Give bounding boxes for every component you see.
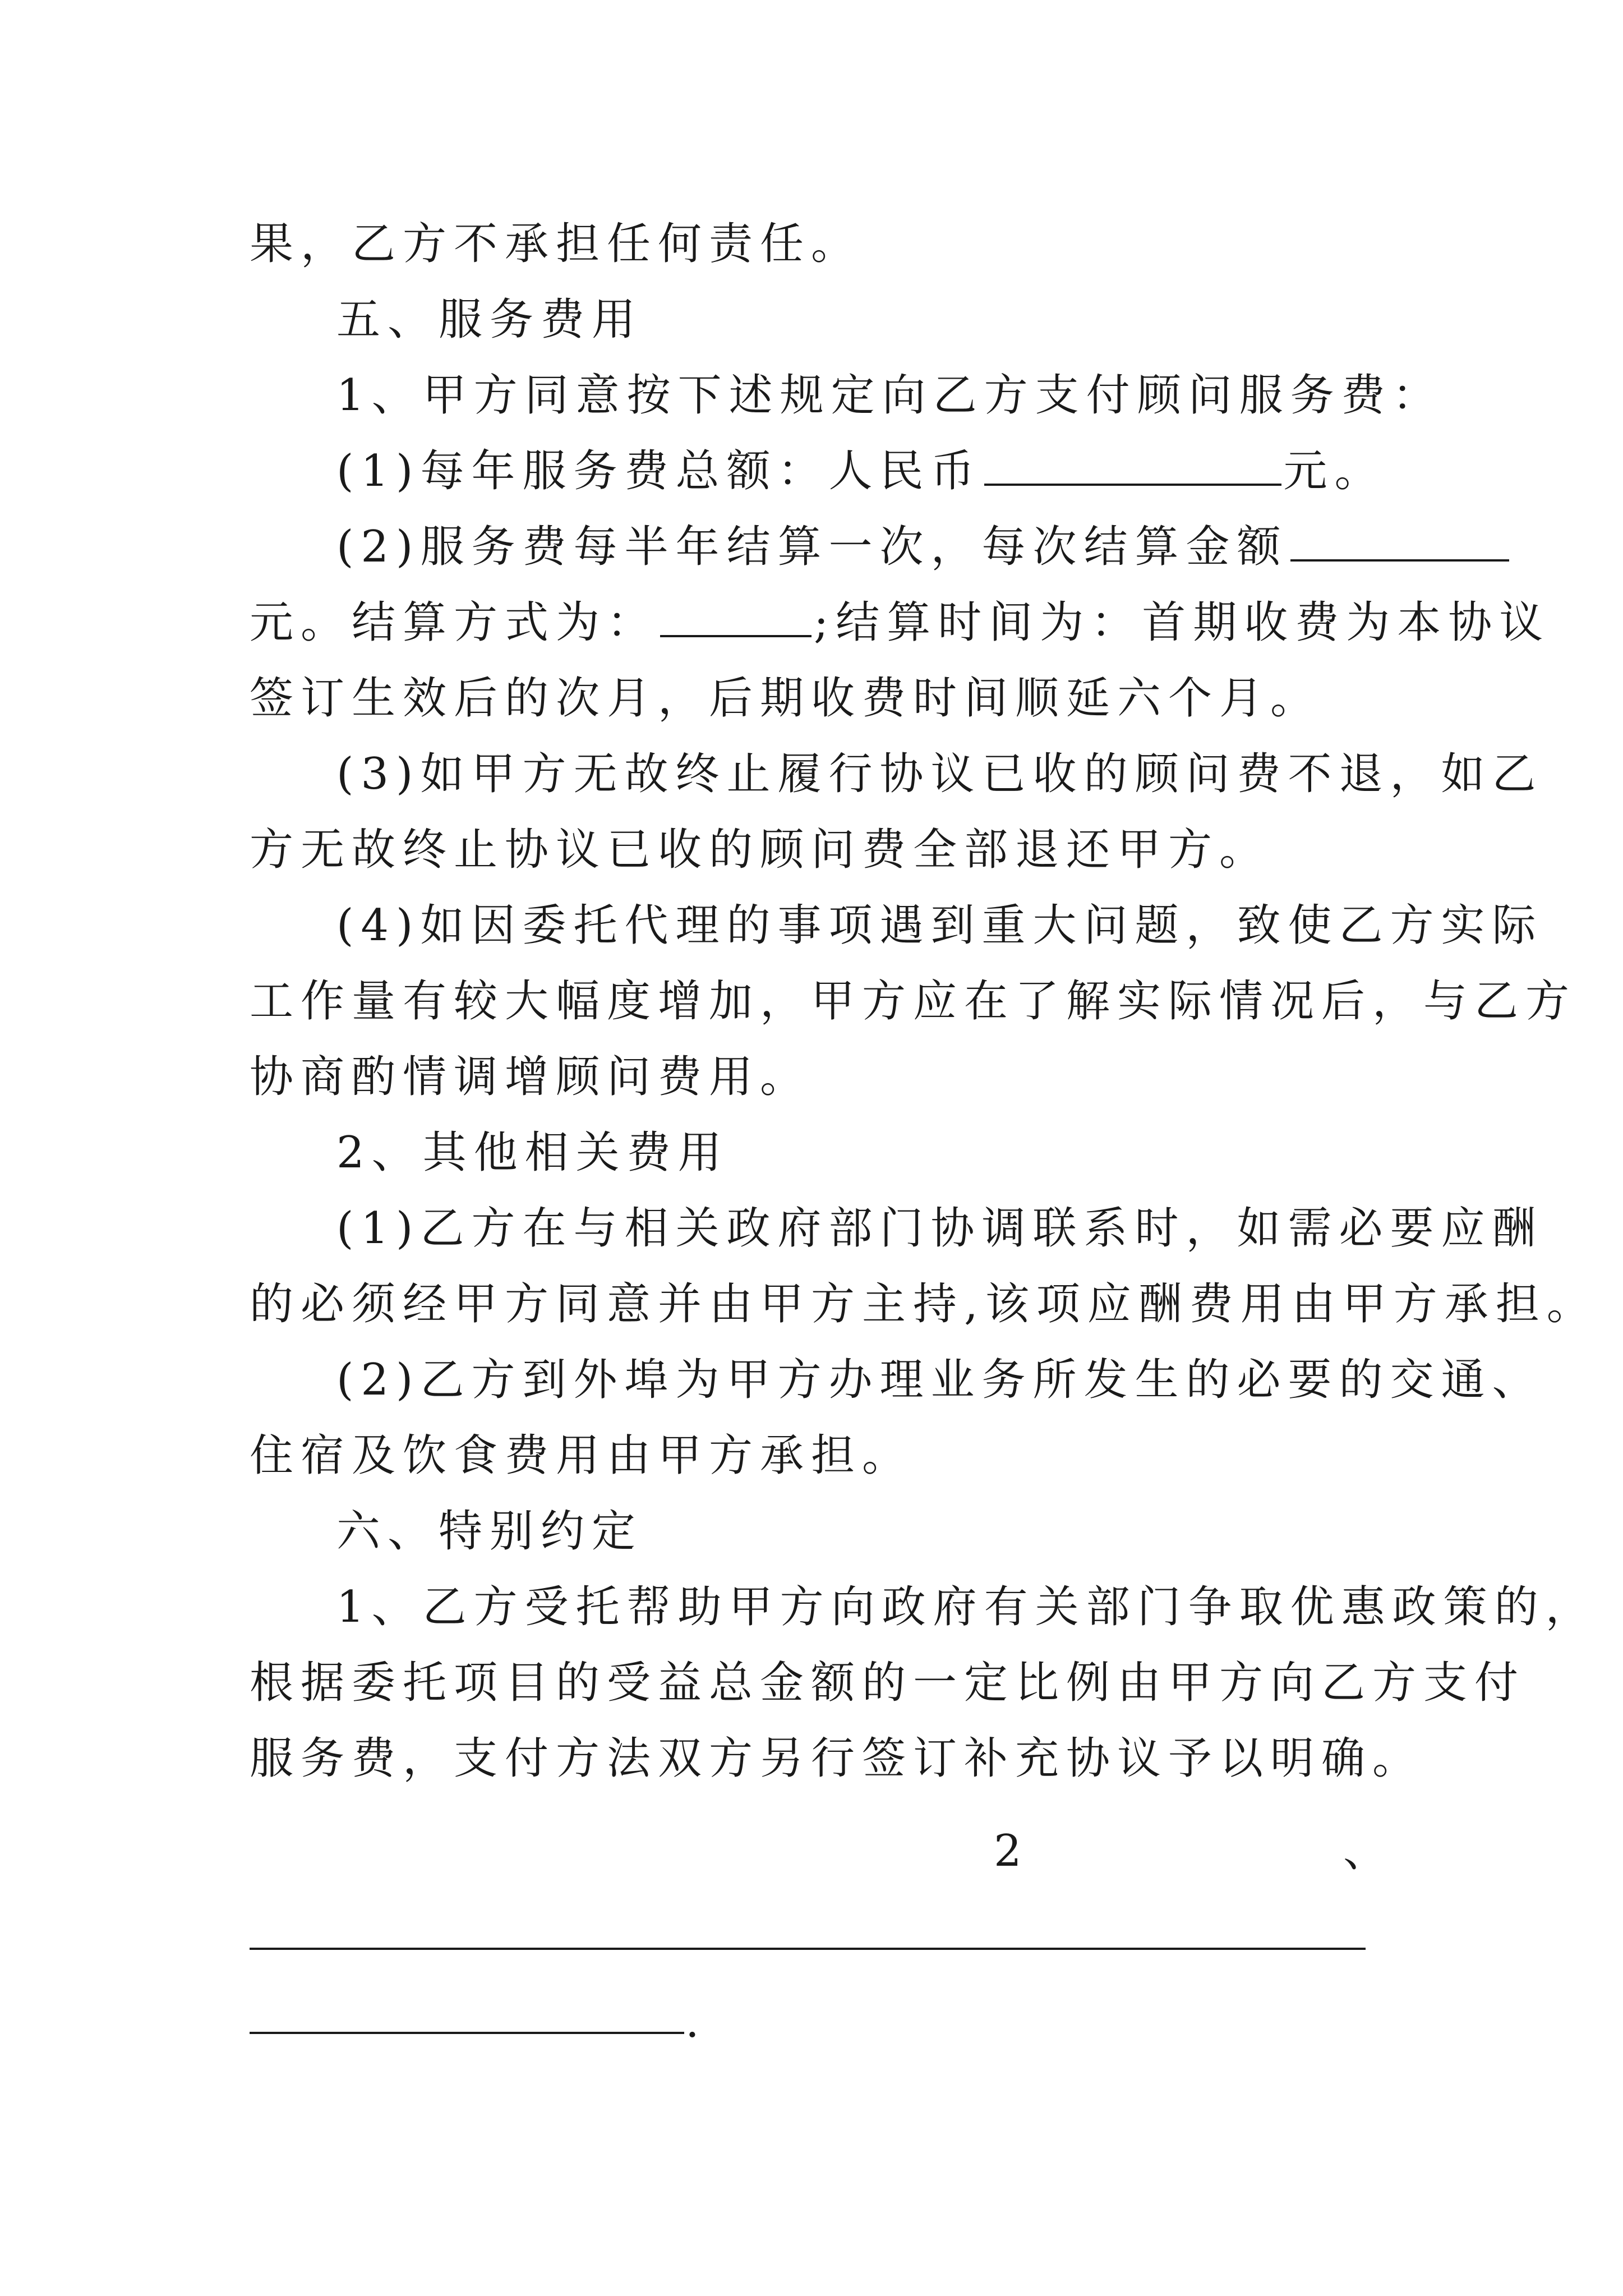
section-heading-special-terms: 六、特别约定 xyxy=(336,1506,643,1557)
clause-text: 元。结算方式为： xyxy=(250,597,658,648)
paragraph-line xyxy=(250,595,1550,651)
paragraph-line: 签订生效后的次月，后期收费时间顺延六个月。 xyxy=(250,673,1322,724)
blank-settlement-amount xyxy=(1290,520,1509,562)
subsection-heading-other-fees: 2、其他相关费用 xyxy=(336,1128,729,1178)
paragraph-line: 果，乙方不承担任何责任。 xyxy=(250,219,863,269)
paragraph-line: 住宿及饮食费用由甲方承担。 xyxy=(250,1430,914,1481)
paragraph-line: 1、甲方同意按下述规定向乙方支付顾问服务费： xyxy=(336,370,1444,421)
paragraph-line: 1、乙方受托帮助甲方向政府有关部门争取优惠政策的， xyxy=(336,1582,1597,1632)
page-number: 2 xyxy=(994,1826,1022,1876)
paragraph-line: (3)如甲方无故终止履行协议已收的顾问费不退，如乙 xyxy=(336,749,1543,799)
footer-rule-short xyxy=(250,2032,684,2034)
paragraph-line xyxy=(336,443,1386,499)
footer-rule-long xyxy=(250,1948,1366,1950)
blank-settlement-method xyxy=(660,596,811,637)
paragraph-line: 根据委托项目的受益总金额的一定比例由甲方向乙方支付 xyxy=(250,1658,1526,1708)
section-heading-service-fees: 五、服务费用 xyxy=(336,295,643,345)
clause-text: ;结算时间为：首期收费为本协议 xyxy=(814,597,1551,648)
clause-text: (1)每年服务费总额：人民币 xyxy=(336,446,982,496)
blank-annual-amount xyxy=(984,444,1281,486)
paragraph-line: 服务费，支付方法双方另行签订补充协议予以明确。 xyxy=(250,1733,1424,1784)
paragraph-line: 方无故终止协议已收的顾问费全部退还甲方。 xyxy=(250,825,1271,875)
footer-mark: 、 xyxy=(1343,1826,1387,1876)
paragraph-line xyxy=(336,519,1511,575)
paragraph-line: 的必须经甲方同意并由甲方主持,该项应酬费用由甲方承担。 xyxy=(250,1279,1598,1329)
clause-text: (2)服务费每半年结算一次，每次结算金额 xyxy=(336,522,1288,572)
paragraph-line: (2)乙方到外埠为甲方办理业务所发生的必要的交通、 xyxy=(336,1355,1543,1405)
footer-end-mark: . xyxy=(685,1997,699,2047)
paragraph-line: 工作量有较大幅度增加，甲方应在了解实际情况后，与乙方 xyxy=(250,976,1577,1027)
clause-text: 元。 xyxy=(1283,446,1386,496)
paragraph-line: 协商酌情调增顾问费用。 xyxy=(250,1052,811,1102)
paragraph-line: (1)乙方在与相关政府部门协调联系时，如需必要应酬 xyxy=(336,1203,1543,1254)
paragraph-line: (4)如因委托代理的事项遇到重大问题，致使乙方实际 xyxy=(336,900,1543,951)
